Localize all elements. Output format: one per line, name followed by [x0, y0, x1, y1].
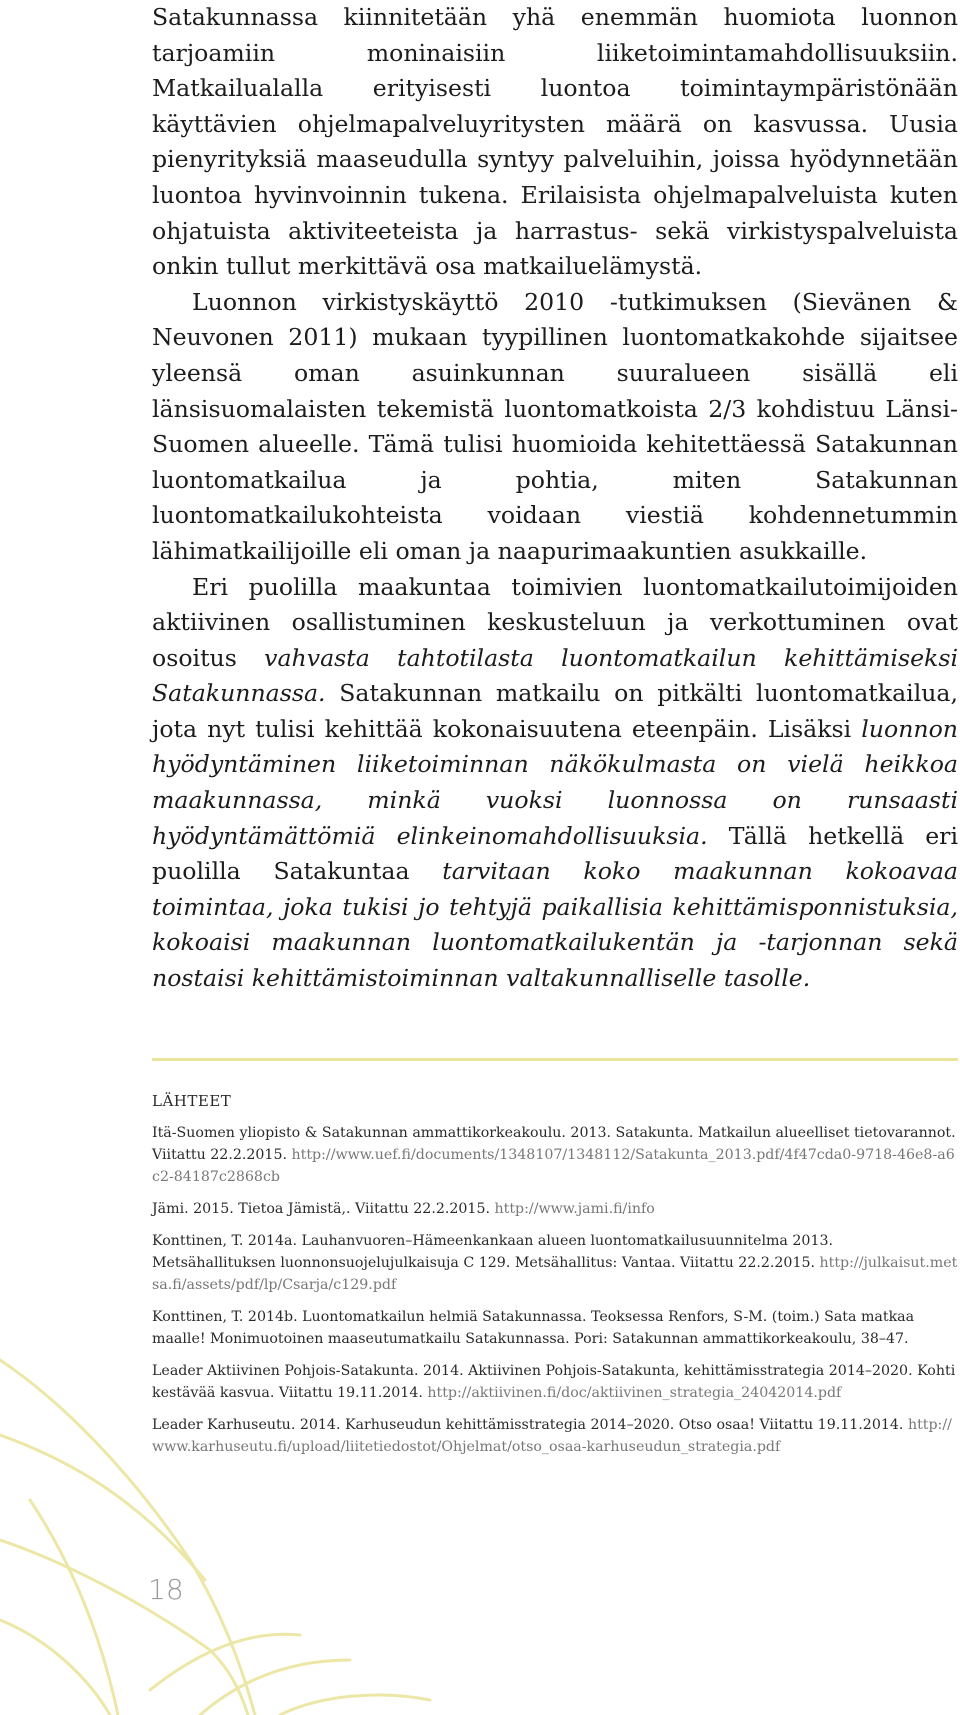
body-paragraph: [152, 570, 958, 997]
reference-text: Leader Karhuseutu. 2014. Karhuseudun kehittämisstrategia 2014–2020. Otso osaa! Viitattu 19.11.2014.: [152, 1417, 908, 1433]
page-number: 18: [148, 1573, 184, 1606]
references-section: [152, 1090, 958, 1468]
reference-text: Leader Aktiivinen Pohjois-Satakunta. 2014. Aktiivinen Pohjois-Satakunta, kehittämisstrategia 2014–2020. Kohti kestävää kasvua. Viitattu 19.11.2014.: [152, 1363, 956, 1401]
reference-link[interactable]: http://www.jami.fi/info: [494, 1201, 655, 1217]
reference-link[interactable]: http://julkaisut.metsa.fi/assets/pdf/lp/Csarja/c129.pdf: [152, 1255, 958, 1293]
paragraph-text: Satakunnassa kiinnitetään yhä enemmän huomiota luonnon tarjoamiin moninaisiin liiketoimintamahdollisuuksiin. Matkailualalla erityisesti luontoa toimintaympäristönään käyttävien ohjelmapalveluyritysten määrä on kasvussa. Uusia pienyrityksiä maaseudulla syntyy palveluihin, joissa hyödynnetään luontoa hyvinvoinnin tukena. Erilaisista ohjelmapalveluista kuten ohjatuista aktiviteeteista ja harrastus- sekä virkistyspalveluista onkin tullut merkittävä osa matkailuelämystä.: [152, 3, 958, 281]
reference-link[interactable]: http://www.karhuseutu.fi/upload/liitetiedostot/Ohjelmat/otso_osaa-karhuseudun_strategia.pdf: [152, 1417, 952, 1455]
reference-item: [152, 1414, 958, 1458]
reference-text: Konttinen, T. 2014a. Lauhanvuoren–Hämeenkankaan alueen luontomatkailusuunnitelma 2013. Metsähallituksen luonnonsuojelujulkaisuja C 129. Metsähallitus: Vantaa. Viitattu 22.2.2015.: [152, 1233, 834, 1271]
reference-item: [152, 1122, 958, 1188]
emphasis-text: luonnon hyödyntäminen liiketoiminnan näkökulmasta on vielä heikkoa maakunnassa, minkä vuoksi luonnossa on runsaasti hyödyntämättömiä elinkeinomahdollisuuksia.: [152, 714, 958, 850]
paragraph-text: Luonnon virkistyskäyttö 2010 -tutkimuksen (Sievänen & Neuvonen 2011) mukaan tyypillinen luontomatkakohde sijaitsee yleensä oman asuinkunnan suuralueen sisällä eli länsisuomalaisten tekemistä luontomatkoista 2/3 kohdistuu Länsi-Suomen alueelle. Tämä tulisi huomioida kehitettäessä Satakunnan luontomatkailua ja pohtia, miten Satakunnan luontomatkailukohteista voidaan viestiä kohdennetummin lähimatkailijoille eli oman ja naapurimaakuntien asukkaille.: [152, 287, 958, 565]
paragraph-text: Eri puolilla maakuntaa toimivien luontomatkailutoimijoiden aktiivinen osallistuminen keskusteluun ja verkottuminen ovat osoitus: [152, 572, 958, 672]
reference-item: [152, 1230, 958, 1296]
paragraph-text: Satakunnan matkailu on pitkälti luontomatkailua, jota nyt tulisi kehittää kokonaisuutena eteenpäin. Lisäksi: [152, 679, 958, 743]
reference-item: [152, 1198, 958, 1220]
reference-link[interactable]: http://aktiivinen.fi/doc/aktiivinen_strategia_24042014.pdf: [427, 1385, 842, 1401]
emphasis-text: vahvasta tahtotilasta luontomatkailun kehittämiseksi Satakunnassa.: [152, 643, 958, 708]
reference-link[interactable]: http://www.uef.fi/documents/1348107/1348112/Satakunta_2013.pdf/4f47cda0-9718-46e8-a6c2-84187c2868cb: [152, 1147, 955, 1185]
section-divider: [152, 1058, 958, 1061]
reference-text: Jämi. 2015. Tietoa Jämistä,. Viitattu 22.2.2015.: [152, 1201, 495, 1217]
reference-text: Itä-Suomen yliopisto & Satakunnan ammattikorkeakoulu. 2013. Satakunta. Matkailun alueelliset tietovarannot. Viitattu 22.2.2015.: [152, 1125, 956, 1163]
reference-text: Konttinen, T. 2014b. Luontomatkailun helmiä Satakunnassa. Teoksessa Renfors, S-M. (toim.) Sata matkaa maalle! Monimuotoinen maaseutumatkailu Satakunnassa. Pori: Satakunnan ammattikorkeakoulu, 38–47.: [152, 1309, 915, 1347]
references-heading: LÄHTEET: [152, 1092, 232, 1110]
emphasis-text: tarvitaan koko maakunnan kokoavaa toimintaa, joka tukisi jo tehtyjä paikallisia kehittämisponnistuksia, kokoaisi maakunnan luontomatkailukentän ja -tarjonnan sekä nostaisi kehittämistoiminnan valtakunnalliselle tasolle.: [152, 857, 958, 993]
reference-item: [152, 1360, 958, 1404]
body-paragraph: [152, 0, 958, 285]
body-paragraph: [152, 285, 958, 570]
references-list: [152, 1122, 958, 1458]
reference-item: [152, 1306, 958, 1350]
paragraph-text: Tällä hetkellä eri puolilla Satakuntaa: [152, 821, 959, 886]
body-text: [152, 0, 958, 997]
